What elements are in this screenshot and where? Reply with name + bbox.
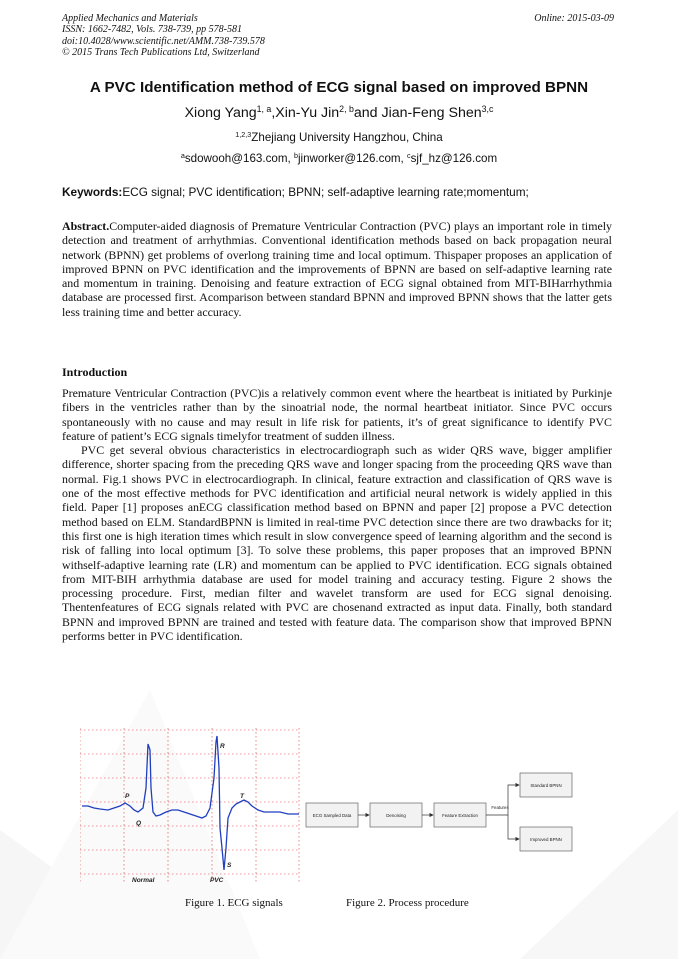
affiliation: [0, 131, 678, 144]
introduction-body: [62, 386, 612, 643]
figure1-caption: Figure 1. ECG signals: [185, 897, 283, 909]
keywords-label: Keywords:: [62, 185, 123, 199]
ecg-grid: [80, 728, 300, 884]
journal-header: [62, 13, 265, 59]
paragraph: Premature Ventricular Contraction (PVC)is a relatively common event where the heartbeat is initiated by Purkinje fibers in the ventricles rather than by the sinoatrial node, the normal heartbeat initiator. Since PVC occurs spontaneously with no cause and may result in life risk for patients, it’s of great significance to identify PVC feature of patient’s ECG signals timelyfor treatment of sudden illness.: [62, 386, 612, 443]
section-heading-introduction: Introduction: [62, 365, 128, 379]
wave-label-t: T: [240, 793, 244, 800]
abstract: [62, 219, 612, 319]
flow-arrow: [486, 785, 519, 815]
figure-ecg-signals: [80, 728, 300, 886]
box-label: ECG Sampled Data: [312, 813, 352, 818]
keywords: [62, 185, 622, 199]
keywords-text: ECG signal; PVC identification; BPNN; self-adaptive learning rate;momentum;: [122, 185, 529, 199]
email-link[interactable]: jinworker@126.com,: [297, 152, 408, 165]
email-link[interactable]: sdowooh@163.com,: [184, 152, 294, 165]
wave-label-q: Q: [136, 820, 142, 827]
author-name: Xiong Yang: [184, 105, 257, 121]
paragraph: PVC get several obvious characteristics in electrocardiograph such as wider QRS wave, bigger amplifier difference, shorter spacing from the preceding QRS wave and longer spacing from the proceeding QRS wave than normal. Fig.1 shows PVC in electrocardiograph. In clinical, feature extraction and classification of QRS wave is one of the most effective methods for PVC identification and artificial neural network is widely applied in this field. Paper [1] proposes anECG classification method based on BPNN and paper [2] propose a PVC detection method based on ELM. StandardBPNN is limited in real-time PVC detection since there are two drawbacks for it; this first one is high iteration times which result in slow convergence speed of learning algorithm and the second is risk of falling into local optimum [3]. To solve these problems, this paper proposes that an improved BPNN withself-adaptive learning rate (LR) and momentum can be applied to PVC identification. ECG signals obtained from MIT-BIH arrhythmia database are used for model training and accuracy testing. Figure 2 shows the processing procedure. First, median filter and wavelet transform are used for ECG signal denoising. Thentenfeatures of ECG signals related with PVC are chosenand extracted as input data. Finally, both standard BPNN and improved BPNN are trained and tested with feature data. The comparison show that improved BPNN performs better in PVC identification.: [62, 443, 612, 644]
online-date: Online: 2015-03-09: [534, 13, 614, 24]
issn-line: ISSN: 1662-7482, Vols. 738-739, pp 578-581: [62, 24, 242, 36]
figure-process-flowchart: [304, 765, 580, 865]
beat-label-pvc: PVC: [210, 877, 224, 884]
wave-label-s: S: [227, 862, 232, 869]
author-superscript: 1, a: [256, 104, 272, 115]
affiliation-superscript: 1,2,3: [235, 130, 252, 140]
beat-label-normal: Normal: [132, 877, 155, 884]
email-superscript: b: [293, 151, 298, 161]
email-superscript: c: [407, 151, 411, 161]
author-name: and Jian-Feng Shen: [353, 105, 482, 121]
copyright-line: © 2015 Trans Tech Publications Ltd, Switzerland: [62, 47, 260, 59]
box-label: Denoising: [386, 813, 406, 818]
wave-label-p: P: [125, 793, 130, 800]
box-label: Feature Extraction: [442, 813, 478, 818]
email-line: [0, 152, 678, 165]
figure2-caption: Figure 2. Process procedure: [346, 897, 469, 909]
paper-title: A PVC Identification method of ECG signal based on improved BPNN: [89, 79, 589, 96]
ecg-waveform: [82, 736, 299, 870]
author-superscript: 2, b: [339, 104, 354, 115]
author-name: ,Xin-Yu Jin: [271, 105, 340, 121]
box-label: Improved BPNN: [530, 837, 562, 842]
wave-label-r: R: [220, 743, 225, 750]
email-link[interactable]: sjf_hz@126.com: [410, 152, 498, 165]
affiliation-text: Zhejiang University Hangzhou, China: [251, 131, 443, 144]
abstract-text: Computer-aided diagnosis of Premature Ventricular Contraction (PVC) plays an important role in timely detection and treatment of arrhythmias. Conventional identification methods based on back propagation neural network (BPNN) get problems of overlong training time and local optimum. Thispaper proposes an application of improved BPNN on PVC identification and the improvements of BPNN are based on self-adaptive learning rate and momentum in training. Denoising and feature extraction of ECG signal obtained from MIT-BIHarrhythmia database are processed first. Acomparison between standard BPNN and improved BPNN shows that the latter gets less training time and better accuracy.: [62, 219, 612, 319]
journal-name: Applied Mechanics and Materials: [62, 13, 198, 24]
email-superscript: a: [180, 151, 185, 161]
author-superscript: 3,c: [481, 104, 494, 115]
doi-line: doi:10.4028/www.scientific.net/AMM.738-739.578: [62, 35, 265, 47]
flow-arrow: [508, 815, 519, 839]
arrow-label-features: Features: [491, 805, 509, 810]
author-line: [0, 105, 678, 121]
abstract-label: Abstract.: [62, 219, 110, 233]
box-label: Standard BPNN: [530, 783, 562, 788]
